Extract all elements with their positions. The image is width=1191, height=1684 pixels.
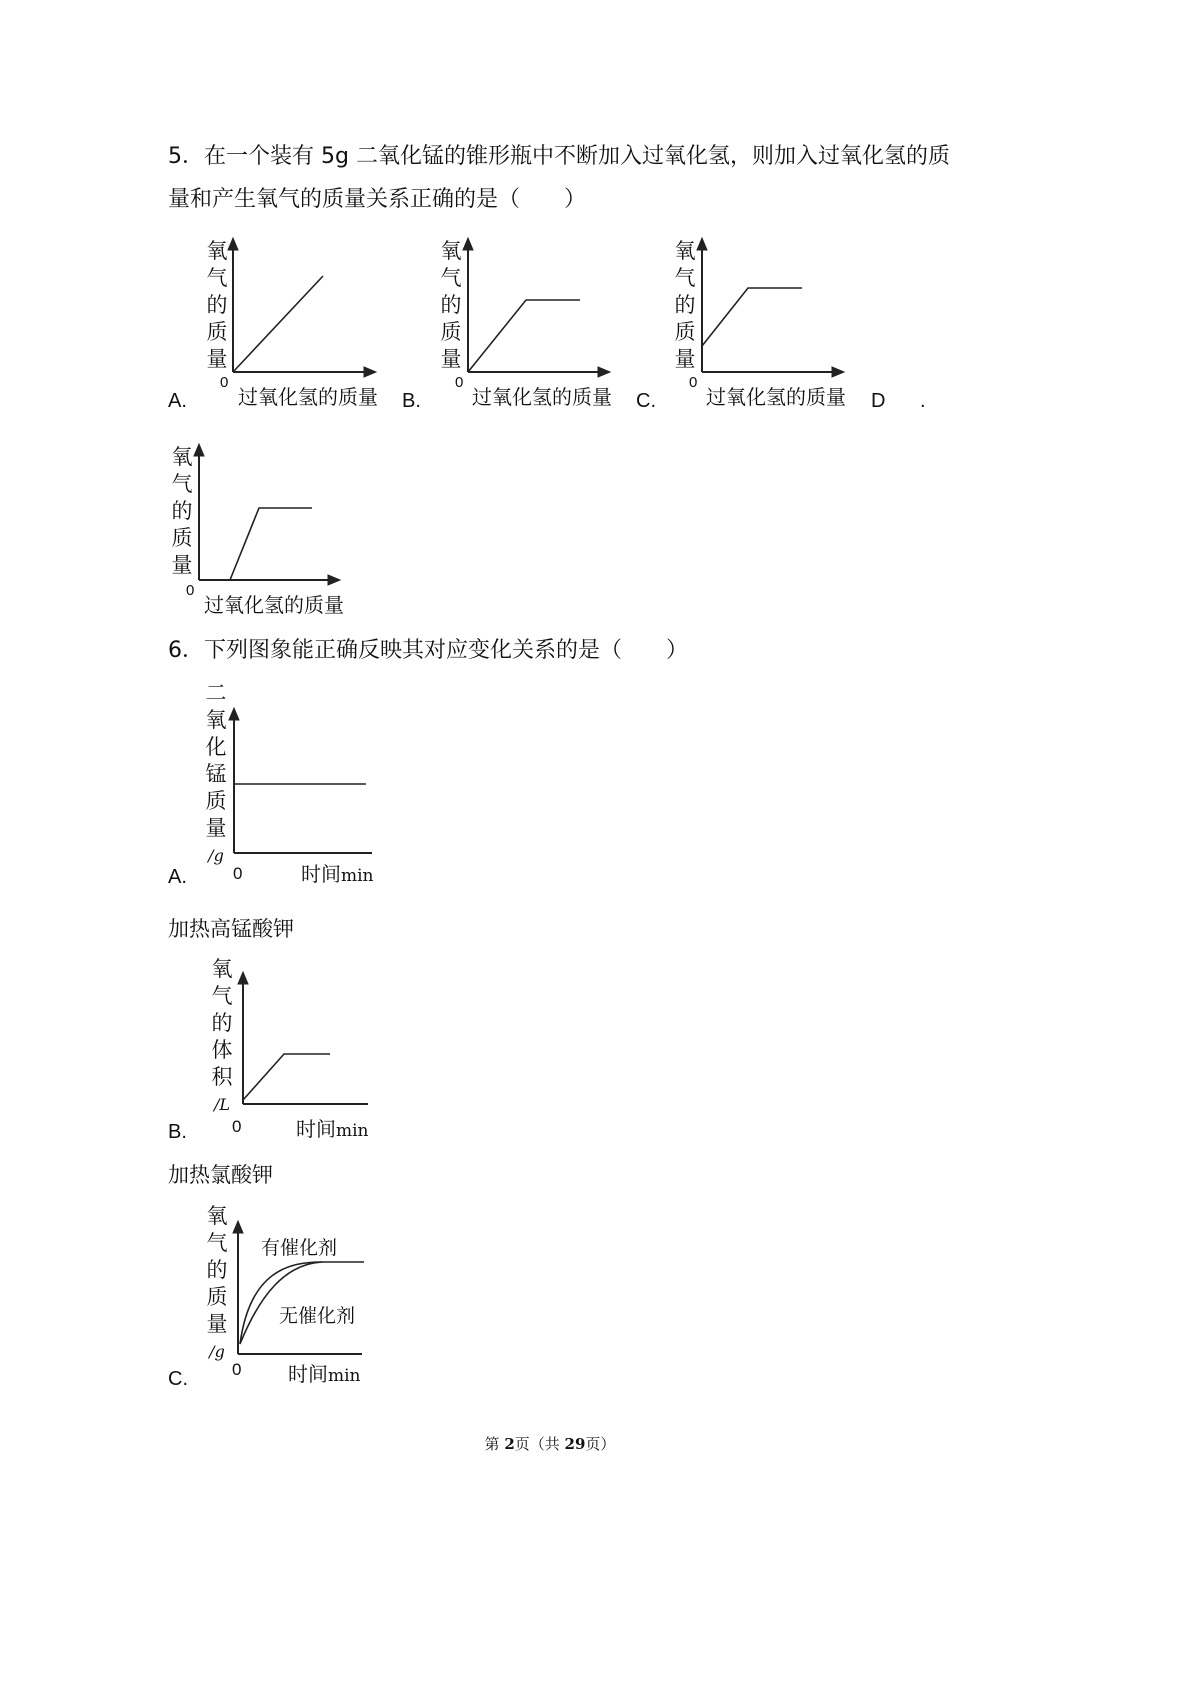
q6-b-caption: 加热氯酸钾 (168, 1163, 273, 1187)
y-axis-label: 氧 气 的 质 量 (171, 445, 193, 577)
total-pages: 29 (564, 1435, 586, 1453)
origin-label: 0 (232, 1117, 242, 1136)
x-axis-label: 过氧化氢的质量 (472, 385, 612, 409)
option-letter: B. (402, 390, 421, 412)
x-axis-label: 过氧化氢的质量 (204, 593, 344, 617)
y-axis-label: 氧 气 的 质 量 /g (206, 1204, 228, 1361)
page-number: 2 (504, 1435, 515, 1453)
y-axis-arrow (233, 1221, 243, 1233)
option-letter: C. (168, 1368, 188, 1390)
origin-label: 0 (455, 374, 464, 391)
y-axis-label: 氧 气 的 质 量 (440, 239, 462, 371)
q6-stem: 6．下列图象能正确反映其对应变化关系的是（ ） (168, 638, 688, 663)
option-letter: A. (168, 866, 187, 888)
q5-option-d-letter: D (871, 390, 886, 412)
y-axis-label: 氧 气 的 质 量 (206, 239, 228, 371)
x-axis-label: 时间min (301, 862, 374, 886)
y-axis-label: 氧 气 的 质 量 (674, 239, 696, 371)
option-letter: A. (168, 390, 187, 412)
origin-label: 0 (220, 374, 229, 391)
y-axis-label: 氧 气 的 体 积 /L (211, 957, 233, 1114)
page-footer: 第 2页（共 29页） (484, 1435, 616, 1453)
catalyst-label: 有催化剂 (261, 1237, 338, 1259)
origin-label: 0 (232, 1360, 242, 1379)
y-axis-label: 二 氧 化 锰 质 量 /g (205, 681, 227, 865)
q5-option-d-period: . (920, 390, 926, 412)
origin-label: 0 (186, 582, 195, 599)
q6-a-caption: 加热高锰酸钾 (168, 917, 294, 941)
x-axis-label: 时间min (288, 1362, 361, 1386)
q5-stem-line1: 5．在一个装有 5g 二氧化锰的锥形瓶中不断加入过氧化氢，则加入过氧化氢的质 (168, 144, 950, 169)
x-axis-label: 时间min (296, 1117, 369, 1141)
no-catalyst-label: 无催化剂 (279, 1305, 356, 1327)
origin-label: 0 (233, 864, 243, 883)
origin-label: 0 (689, 374, 698, 391)
x-axis-label: 过氧化氢的质量 (238, 385, 378, 409)
option-letter: C. (636, 390, 656, 412)
q5-stem-line2: 量和产生氧气的质量关系正确的是（ ） (168, 187, 587, 212)
x-axis-label: 过氧化氢的质量 (706, 385, 846, 409)
option-letter: B. (168, 1121, 187, 1143)
